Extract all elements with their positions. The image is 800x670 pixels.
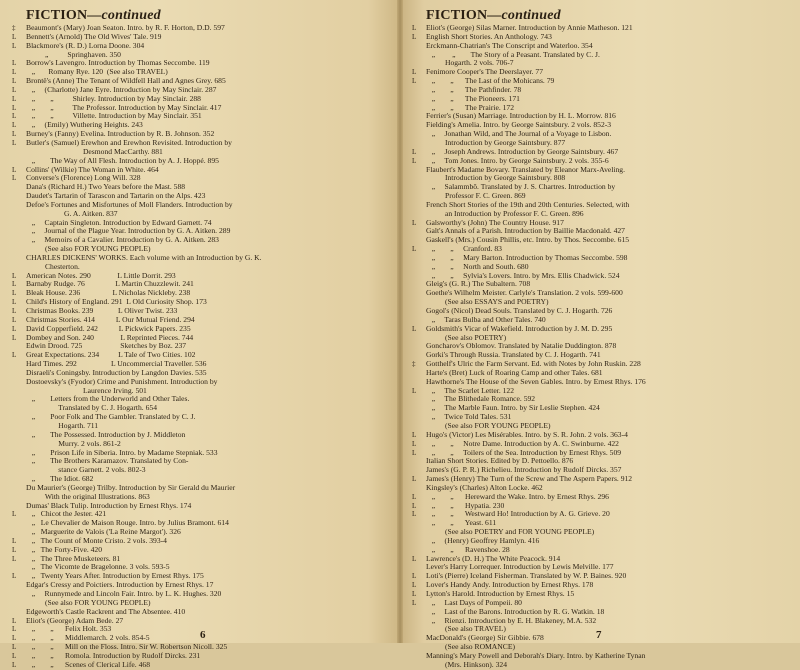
entry-text: „ The Count of Monte Cristo. 2 vols. 393-4 [26, 535, 167, 545]
entry-text: Dombey and Son. 240 L Reprinted Pieces. 744 [26, 332, 194, 342]
edition-mark: L [12, 85, 17, 94]
entry-text: „ „ Westward Ho! Introduction by A. G. Grieve. 20 [426, 509, 610, 519]
edition-mark: L [12, 174, 17, 183]
entry-text: Converse's (Florence) Long Will. 328 [26, 173, 141, 183]
entry-text: Translated by C. J. Hogarth. 654 [26, 403, 157, 413]
edition-mark: L [12, 616, 17, 625]
entry-text: Manning's Mary Powell and Deborah's Diary. Intro. by Katherine Tynan [426, 650, 646, 660]
entry-text: Erckmann-Chatrian's The Conscript and Waterloo. 354 [426, 40, 593, 50]
edition-mark: L [412, 510, 417, 519]
entry-text: Ferrier's (Susan) Marriage. Introduction by H. L. Morrow. 816 [426, 111, 616, 121]
entry-text: (See also FOR YOUNG PEOPLE) [426, 420, 551, 430]
entry-text: Kingsley's (Charles) Alton Locke. 462 [426, 482, 543, 492]
entry-text: Eliot's (George) Adam Bede. 27 [26, 615, 124, 625]
page-number: 7 [596, 629, 602, 641]
edition-mark: L [412, 439, 417, 448]
edition-mark: L [412, 245, 417, 254]
edition-mark: L [12, 307, 17, 315]
edition-mark: L [12, 634, 17, 643]
edition-mark: L [12, 545, 17, 554]
entry-text: „ The Scarlet Letter. 122 [426, 385, 515, 395]
entry-text: Blackmore's (R. D.) Lorna Doone. 304 [26, 40, 145, 50]
entry-text: Laurence Irving. 501 [26, 385, 147, 395]
entry-text: „ Chicot the Jester. 421 [26, 509, 107, 519]
entry-text: „ Joseph Andrews. Introduction by George Saintsbury. 467 [426, 146, 619, 156]
entry-text: (See also POETRY and FOR YOUNG PEOPLE) [426, 527, 595, 537]
edition-mark: L [12, 77, 17, 86]
edition-mark: L [12, 112, 17, 121]
entry-text: Gotthelf's Ulric the Farm Servant. Ed. with Notes by John Ruskin. 228 [426, 359, 641, 369]
entry-text: „ Marguerite de Valois ('La Reine Margot'). 326 [26, 527, 181, 537]
entry-text: „ Twenty Years After. Introduction by Ernest Rhys. 175 [26, 571, 204, 581]
entry-text: Hogarth. 711 [26, 420, 99, 430]
entry-text: Borrow's Lavengro. Introduction by Thomas Seccombe. 119 [26, 58, 210, 68]
edition-mark: L [412, 598, 417, 607]
entry-text: Goncharov's Oblomov. Translated by Natalie Duddington. 878 [426, 341, 617, 351]
edition-mark: L [12, 536, 17, 545]
catalogue-list [412, 23, 792, 670]
edition-mark: L [12, 324, 17, 333]
entry-text: „ „ The Pioneers. 171 [426, 93, 520, 103]
entry-text: James's (Henry) The Turn of the Screw and The Aspern Papers. 912 [426, 474, 633, 484]
entry-text: Harte's (Bret) Luck of Roaring Camp and other Tales. 681 [426, 367, 603, 377]
entry-text: Brontë's (Anne) The Tenant of Wildfell Hall and Agnes Grey. 685 [26, 76, 226, 86]
edition-mark: L [412, 218, 417, 227]
entry-text: Gorki's Through Russia. Translated by C. J. Hogarth. 741 [426, 350, 601, 360]
edition-mark: L [12, 289, 17, 298]
edition-mark: L [12, 333, 17, 342]
entry-text: „ „ Ravenshoe. 28 [426, 544, 510, 554]
entry-text: „ Memoirs of a Cavalier. Introduction by G. A. Aitken. 283 [26, 235, 219, 245]
left-page [0, 0, 400, 669]
entry-text: „ The Marble Faun. Intro. by Sir Leslie Stephen. 424 [426, 403, 600, 413]
edition-mark: L [12, 643, 17, 652]
entry-text: Professor F. C. Green. 869 [426, 191, 526, 201]
entry-text: Fielding's Amelia. Intro. by George Saintsbury. 2 vols. 852-3 [426, 120, 612, 130]
page-number: 6 [200, 629, 206, 641]
entry-text: Lever's Harry Lorrequer. Introduction by Lewis Melville. 177 [426, 562, 614, 572]
entry-text: Hugo's (Victor) Les Misérables. Intro. by S. R. John. 2 vols. 363-4 [426, 429, 628, 439]
edition-mark: L [12, 572, 17, 581]
entry-text: Great Expectations. 234 L Tale of Two Cities. 102 [26, 350, 196, 360]
entry-text: „ Jonathan Wild, and The Journal of a Voyage to Lisbon. [426, 129, 612, 139]
entry-text: Defoe's Fortunes and Misfortunes of Moll Flanders. Introduction by [26, 199, 233, 209]
edition-mark: L [12, 121, 17, 130]
entry-text: Hawthorne's The House of the Seven Gables. Intro. by Ernest Rhys. 176 [426, 376, 646, 386]
edition-mark: L [412, 32, 417, 41]
edition-mark: L [412, 68, 417, 77]
entry-text: „ Last Days of Pompeii. 80 [426, 597, 522, 607]
edition-mark: L [12, 138, 17, 147]
entry-text: „ Captain Singleton. Introduction by Edward Garnett. 74 [26, 217, 212, 227]
entry-text: Hard Times. 292 L Uncommercial Traveller. 536 [26, 359, 207, 369]
entry-text: Introduction by George Saintsbury. 808 [426, 173, 566, 183]
edition-mark: L [412, 77, 417, 86]
edition-mark: L [12, 68, 17, 77]
entry-text: Lytton's Harold. Introduction by Ernest Rhys. 15 [426, 589, 575, 598]
entry-text: Du Maurier's (George) Trilby. Introduction by Sir Gerald du Maurier [26, 482, 236, 492]
entry-text: „ The Blithedale Romance. 592 [426, 394, 536, 404]
entry-text: „ „ Notre Dame. Introduction by A. C. Swinburne. 422 [426, 438, 619, 448]
entry-text: French Short Stories of the 19th and 20th Centuries. Selected, with [426, 199, 630, 209]
entry-text: Burney's (Fanny) Evelina. Introduction by R. B. Johnson. 352 [26, 129, 215, 139]
entry-text: „ „ Mill on the Floss. Intro. Sir W. Robertson Nicoll. 325 [26, 642, 228, 652]
edition-mark: L [12, 94, 17, 103]
entry-text: Edwin Drood. 725 Sketches by Boz. 237 [26, 341, 187, 351]
entry-text: Fenimore Cooper's The Deerslayer. 77 [426, 67, 544, 77]
entry-text: Edgar's Cressy and Poictiers. Introduction by Ernest Rhys. 17 [26, 580, 214, 590]
entry-text: „ „ The Professor. Introduction by May Sinclair. 417 [26, 102, 222, 112]
entry-text: „ „ Yeast. 611 [426, 518, 497, 528]
entry-text: „ The Possessed. Introduction by J. Middleton [26, 429, 186, 439]
entry-text: Beaumont's (Mary) Joan Seaton. Intro. by R. F. Horton, D.D. 597 [26, 23, 225, 32]
entry-text: „ The Brothers Karamazov. Translated by Con- [26, 456, 189, 466]
entry-text: Introduction by George Saintsbury. 877 [426, 137, 566, 147]
heading-continued: —continued [87, 8, 161, 23]
entry-text: Dumas' Black Tulip. Introduction by Ernest Rhys. 174 [26, 500, 192, 510]
edition-mark: L [12, 280, 17, 289]
edition-mark: L [12, 315, 17, 324]
edition-mark: L [412, 581, 417, 590]
edition-mark: L [12, 271, 17, 280]
entry-text: (See also TRAVEL) [426, 624, 506, 634]
edition-mark: L [412, 501, 417, 510]
entry-text: „ Letters from the Underworld and Other Tales. [26, 394, 190, 404]
catalogue-list [12, 23, 390, 670]
entry-text: Dostoevsky's (Fyodor) Crime and Punishment. Introduction by [26, 376, 218, 386]
entry-text: American Notes. 290 L Little Dorrit. 293 [26, 270, 176, 280]
edition-mark: ‡ [412, 360, 416, 369]
entry-text: „ „ Romola. Introduction by Rudolf Dircks. 231 [26, 650, 201, 660]
entry-text: „ „ The Last of the Mohicans. 79 [426, 76, 555, 86]
entry-text: „ The Idiot. 682 [26, 474, 94, 484]
entry-text: „ „ The Pathfinder. 78 [426, 84, 522, 94]
entry-text: Murry. 2 vols. 861-2 [26, 438, 121, 448]
entry-text: „ „ Hereward the Wake. Intro. by Ernest Rhys. 296 [426, 491, 609, 501]
edition-mark: L [12, 298, 17, 307]
entry-text: „ (Charlotte) Jane Eyre. Introduction by May Sinclair. 287 [26, 84, 217, 94]
entry-text: Christmas Stories. 414 L Our Mutual Friend. 294 [26, 314, 195, 324]
page-heading [426, 8, 792, 23]
page-heading [26, 8, 390, 23]
entry-text: CHARLES DICKENS' WORKS. Each volume with an Introduction by G. K. [26, 252, 262, 262]
edition-mark: L [412, 475, 417, 484]
entry-text: „ Romany Rye. 120 (See also TRAVEL) [26, 67, 168, 77]
entry-text: Lover's Handy Andy. Introduction by Ernest Rhys. 178 [426, 580, 594, 590]
edition-mark: L [12, 651, 17, 660]
entry-text: „ Prison Life in Siberia. Intro. by Madame Stepniak. 533 [26, 447, 218, 457]
entry-text: English Short Stories. An Anthology. 743 [426, 31, 552, 41]
entry-text: Gleig's (G. R.) The Subaltern. 708 [426, 279, 531, 289]
entry-text: Christmas Books. 239 L Oliver Twist. 233 [26, 306, 178, 315]
entry-text: Flaubert's Madame Bovary. Translated by Eleanor Marx-Aveling. [426, 164, 625, 174]
entry-text: stance Garnett. 2 vols. 802-3 [26, 465, 146, 475]
entry-text: Bleak House. 236 L Nicholas Nickleby. 238 [26, 288, 191, 298]
entry-text: „ Tom Jones. Intro. by George Saintsbury. 2 vols. 355-6 [426, 155, 609, 165]
catalogue-entry [26, 254, 390, 263]
entry-text: „ The Three Musketeers. 81 [26, 553, 121, 563]
entry-text: „ Salammbô. Translated by J. S. Chartres. Introduction by [426, 182, 616, 192]
entry-text: Collins' (Wilkie) The Woman in White. 464 [26, 164, 159, 174]
edition-mark: L [12, 103, 17, 112]
entry-text: Chesterton. [26, 261, 80, 271]
edition-mark: L [12, 32, 17, 41]
edition-mark: L [412, 24, 417, 32]
edition-mark: L [412, 324, 417, 333]
entry-text: (See also ROMANCE) [426, 642, 516, 652]
entry-text: Gaskell's (Mrs.) Cousin Phillis, etc. Intro. by Thos. Seccombe. 615 [426, 235, 630, 245]
edition-mark: L [412, 554, 417, 563]
entry-text: Galsworthy's (John) The Country House. 917 [426, 217, 564, 227]
edition-mark: L [412, 147, 417, 156]
entry-text: an Introduction by Professor F. C. Green. 896 [426, 208, 584, 218]
entry-text: „ Springhaven. 350 [26, 49, 121, 59]
entry-text: „ „ North and South. 680 [426, 261, 529, 271]
entry-text: „ „ Sylvia's Lovers. Intro. by Mrs. Ellis Chadwick. 524 [426, 270, 620, 280]
entry-text: „ „ Middlemarch. 2 vols. 854-5 [26, 633, 150, 643]
entry-text: „ „ Scenes of Clerical Life. 468 [26, 659, 150, 669]
entry-text: James's (G. P. R.) Richelieu. Introduction by Rudolf Dircks. 357 [426, 465, 622, 475]
entry-text: „ The Vicomte de Bragelonne. 3 vols. 593-5 [26, 562, 170, 572]
book-gutter [397, 0, 403, 643]
edition-mark: L [12, 510, 17, 519]
edition-mark: L [12, 130, 17, 139]
entry-text: „ Runnymede and Lincoln Fair. Intro. by L. K. Hughes. 320 [26, 589, 222, 598]
catalogue-entry [12, 659, 390, 670]
entry-text: G. A. Aitken. 837 [26, 208, 118, 218]
entry-text: „ „ Toilers of the Sea. Introduction by Ernest Rhys. 509 [426, 447, 622, 457]
entry-text: „ „ Felix Holt. 353 [26, 624, 112, 634]
edition-mark: L [412, 572, 417, 581]
entry-text: „ „ The Prairie. 172 [426, 102, 515, 112]
entry-text: „ Last of the Barons. Introduction by R. G. Watkin. 18 [426, 606, 605, 616]
edition-mark: L [412, 386, 417, 395]
entry-text: Loti's (Pierre) Iceland Fisherman. Translated by W. P. Baines. 920 [426, 571, 627, 581]
entry-text: „ The Forty-Five. 420 [26, 544, 103, 554]
edition-mark: ‡ [12, 24, 16, 32]
edition-mark: L [412, 156, 417, 165]
entry-text: (See also POETRY) [426, 332, 507, 342]
entry-text: „ „ Cranford. 83 [426, 244, 502, 254]
edition-mark: L [12, 351, 17, 360]
entry-text: With the original Illustrations. 863 [26, 491, 150, 501]
entry-text: „ „ Hypatia. 230 [426, 500, 505, 510]
entry-text: „ Journal of the Plague Year. Introduction by G. A. Aitken. 289 [26, 226, 231, 236]
entry-text: Butler's (Samuel) Erewhon and Erewhon Revisited. Introduction by [26, 137, 232, 147]
entry-text: Goldsmith's Vicar of Wakefield. Introduction by J. M. D. 295 [426, 323, 613, 333]
heading-title: FICTION [426, 8, 488, 23]
entry-text: (See also ESSAYS and POETRY) [426, 297, 549, 307]
heading-title: FICTION [26, 8, 88, 23]
edition-mark: L [12, 41, 17, 50]
entry-text: Barnaby Rudge. 76 L Martin Chuzzlewit. 241 [26, 279, 194, 289]
edition-mark: L [412, 492, 417, 501]
entry-text: (See also FOR YOUNG PEOPLE) [26, 244, 151, 254]
entry-text: „ (Henry) Geoffrey Hamlyn. 416 [426, 535, 540, 545]
catalogue-entry [426, 661, 792, 670]
entry-text: Italian Short Stories. Edited by D. Pettoello. 876 [426, 456, 574, 466]
edition-mark: L [412, 430, 417, 439]
entry-text: Edgeworth's Castle Rackrent and The Absentee. 410 [26, 606, 186, 616]
entry-text: Child's History of England. 291 L Old Curiosity Shop. 173 [26, 297, 207, 307]
entry-text: (Mrs. Hinkson). 324 [426, 659, 507, 669]
edition-mark: L [12, 59, 17, 68]
entry-text: Desmond MacCarthy. 881 [26, 146, 163, 156]
entry-text: „ „ Shirley. Introduction by May Sinclair. 288 [26, 93, 201, 103]
entry-text: Hogarth. 2 vols. 706-7 [426, 58, 514, 68]
edition-mark: L [412, 590, 417, 598]
entry-text: „ The Way of All Flesh. Introduction by A. J. Hoppé. 895 [26, 155, 219, 165]
entry-text: „ Twice Told Tales. 531 [426, 412, 512, 422]
entry-text: Galt's Annals of a Parish. Introduction by Baillie Macdonald. 427 [426, 226, 625, 236]
entry-text: Bennett's (Arnold) The Old Wives' Tale. 919 [26, 31, 162, 41]
entry-text: Gogol's (Nicol) Dead Souls. Translated by C. J. Hogarth. 726 [426, 306, 613, 315]
entry-text: „ „ Villette. Introduction by May Sinclair. 351 [26, 111, 202, 121]
right-page [400, 0, 800, 669]
entry-text: „ Le Chevalier de Maison Rouge. Intro. by Julius Bramont. 614 [26, 518, 229, 528]
entry-text: „ Taras Bulba and Other Tales. 740 [426, 314, 546, 324]
entry-text: „ Rienzi. Introduction by E. H. Blakeney, M.A. 532 [426, 615, 597, 625]
edition-mark: L [12, 625, 17, 634]
edition-mark: L [12, 554, 17, 563]
entry-text: „ „ The Story of a Peasant. Translated by C. J. [426, 49, 600, 59]
entry-text: David Copperfield. 242 L Pickwick Papers. 235 [26, 323, 191, 333]
edition-mark: L [412, 448, 417, 457]
entry-text: „ „ Mary Barton. Introduction by Thomas Seccombe. 598 [426, 252, 628, 262]
edition-mark: L [12, 165, 17, 174]
edition-mark: L [12, 660, 17, 669]
entry-text: Eliot's (George) Silas Marner. Introduction by Annie Matheson. 121 [426, 23, 633, 32]
entry-text: (See also FOR YOUNG PEOPLE) [26, 597, 151, 607]
entry-text: „ (Emily) Wuthering Heights. 243 [26, 120, 143, 130]
entry-text: Dana's (Richard H.) Two Years before the Mast. 588 [26, 182, 186, 192]
entry-text: Daudet's Tartarin of Tarascon and Tartarin on the Alps. 423 [26, 191, 206, 201]
entry-text: „ Poor Folk and The Gambler. Translated by C. J. [26, 412, 196, 422]
entry-text: MacDonald's (George) Sir Gibbie. 678 [426, 633, 544, 643]
entry-text: Lawrence's (D. H.) The White Peacock. 914 [426, 553, 561, 563]
entry-text: Disraeli's Coningsby. Introduction by Langdon Davies. 535 [26, 367, 207, 377]
entry-text: Goethe's Wilhelm Meister. Carlyle's Translation. 2 vols. 599-600 [426, 288, 623, 298]
heading-continued: —continued [487, 8, 561, 23]
